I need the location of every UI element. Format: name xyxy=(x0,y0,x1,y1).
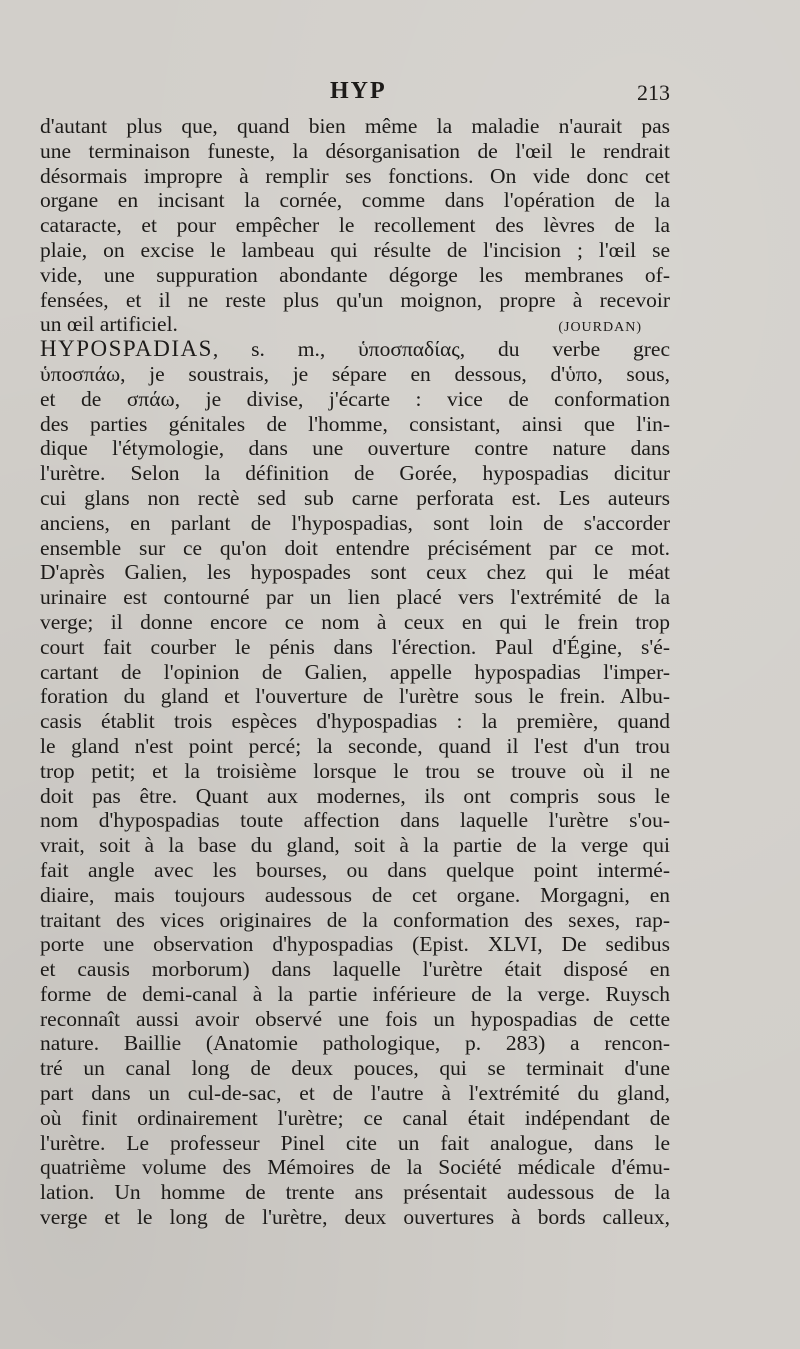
text-line: où finit ordinairement l'urètre; ce canal était indépendant de xyxy=(40,1105,670,1130)
text-line: nature. Baillie (Anatomie pathologique, p. 283) a rencon- xyxy=(40,1031,670,1056)
text-line: anciens, en parlant de l'hypospadias, sont loin de s'accorder xyxy=(40,510,670,535)
text-line: le gland n'est point percé; la seconde, quand il l'est d'un trou xyxy=(40,733,670,758)
text-line: quatrième volume des Mémoires de la Société médicale d'ému- xyxy=(40,1155,670,1180)
text-line: cartant de l'opinion de Galien, appelle hypospadias l'imper- xyxy=(40,659,670,684)
text-line: court fait courber le pénis dans l'érection. Paul d'Égine, s'é- xyxy=(40,634,670,659)
text-line: des parties génitales de l'homme, consistant, ainsi que l'in- xyxy=(40,411,670,436)
running-head-title: HYP xyxy=(330,78,387,104)
entry-end-line xyxy=(40,312,670,337)
text-line: désormais impropre à remplir ses fonctions. On vide donc cet xyxy=(40,163,670,188)
text-line: forme de demi-canal à la partie inférieure de la verge. Ruysch xyxy=(40,981,670,1006)
text-line: tré un canal long de deux pouces, qui se terminait d'une xyxy=(40,1056,670,1081)
entry-definition-start: , s. m., ὑποσπαδίας, du verbe grec xyxy=(212,337,670,362)
text-line: ensemble sur ce qu'on doit entendre précisément par ce mot. xyxy=(40,535,670,560)
text-line: d'autant plus que, quand bien même la maladie n'aurait pas xyxy=(40,114,670,138)
text-line: dique l'étymologie, dans une ouverture contre nature dans xyxy=(40,436,670,461)
entry-end-text: un œil artificiel. xyxy=(40,312,178,337)
text-line: trop petit; et la troisième lorsque le trou se trouve où il ne xyxy=(40,758,670,783)
text-line: D'après Galien, les hypospades sont ceux chez qui le méat xyxy=(40,560,670,585)
text-line: et de σπάω, je divise, j'écarte : vice de conformation xyxy=(40,386,670,411)
author-signature: (JOURDAN) xyxy=(558,320,642,336)
text-line: ὑποσπάω, je soustrais, je sépare en dessous, d'ὑπο, sous, xyxy=(40,361,670,386)
text-line: porte une observation d'hypospadias (Epist. XLVI, De sedibus xyxy=(40,932,670,957)
entry-first-line xyxy=(40,337,670,362)
text-line: doit pas être. Quant aux modernes, ils ont compris sous le xyxy=(40,783,670,808)
running-head xyxy=(40,78,670,110)
text-line: foration du gland et l'ouverture de l'urètre sous le frein. Albu- xyxy=(40,684,670,709)
text-line: l'urètre. Selon la définition de Gorée, hypospadias dicitur xyxy=(40,461,670,486)
text-line: cataracte, et pour empêcher le recollement des lèvres de la xyxy=(40,213,670,238)
text-line: fait angle avec les bourses, ou dans quelque point intermé- xyxy=(40,857,670,882)
text-line: une terminaison funeste, la désorganisation de l'œil le rendrait xyxy=(40,138,670,163)
body-text xyxy=(40,114,670,1230)
text-line: traitant des vices originaires de la conformation des sexes, rap- xyxy=(40,907,670,932)
text-line: organe en incisant la cornée, comme dans l'opération de la xyxy=(40,188,670,213)
text-line: vrait, soit à la base du gland, soit à la partie de la verge qui xyxy=(40,833,670,858)
text-line: verge; il donne encore ce nom à ceux en qui le frein trop xyxy=(40,609,670,634)
text-line: part dans un cul-de-sac, et de l'autre à l'extrémité du gland, xyxy=(40,1081,670,1106)
text-line: vide, une suppuration abondante dégorge les membranes of- xyxy=(40,262,670,287)
text-line: urinaire est contourné par un lien placé vers l'extrémité de la xyxy=(40,585,670,610)
page-number: 213 xyxy=(637,80,670,105)
text-line: lation. Un homme de trente ans présentait audessous de la xyxy=(40,1180,670,1205)
text-line: nom d'hypospadias toute affection dans laquelle l'urètre s'ou- xyxy=(40,808,670,833)
text-line: cui glans non rectè sed sub carne perforata est. Les auteurs xyxy=(40,485,670,510)
text-line: fensées, et il ne reste plus qu'un moignon, propre à recevoir xyxy=(40,287,670,312)
text-line: reconnaît aussi avoir observé une fois un hypospadias de cette xyxy=(40,1006,670,1031)
text-line: casis établit trois espèces d'hypospadias : la première, quand xyxy=(40,709,670,734)
entry-headword: HYPOSPADIAS xyxy=(40,336,213,362)
text-line: l'urètre. Le professeur Pinel cite un fait analogue, dans le xyxy=(40,1130,670,1155)
text-line: plaie, on excise le lambeau qui résulte de l'incision ; l'œil se xyxy=(40,237,670,262)
text-line: et causis morborum) dans laquelle l'urètre était disposé en xyxy=(40,957,670,982)
text-line: verge et le long de l'urètre, deux ouvertures à bords calleux, xyxy=(40,1205,670,1230)
text-line: diaire, mais toujours audessous de cet organe. Morgagni, en xyxy=(40,882,670,907)
